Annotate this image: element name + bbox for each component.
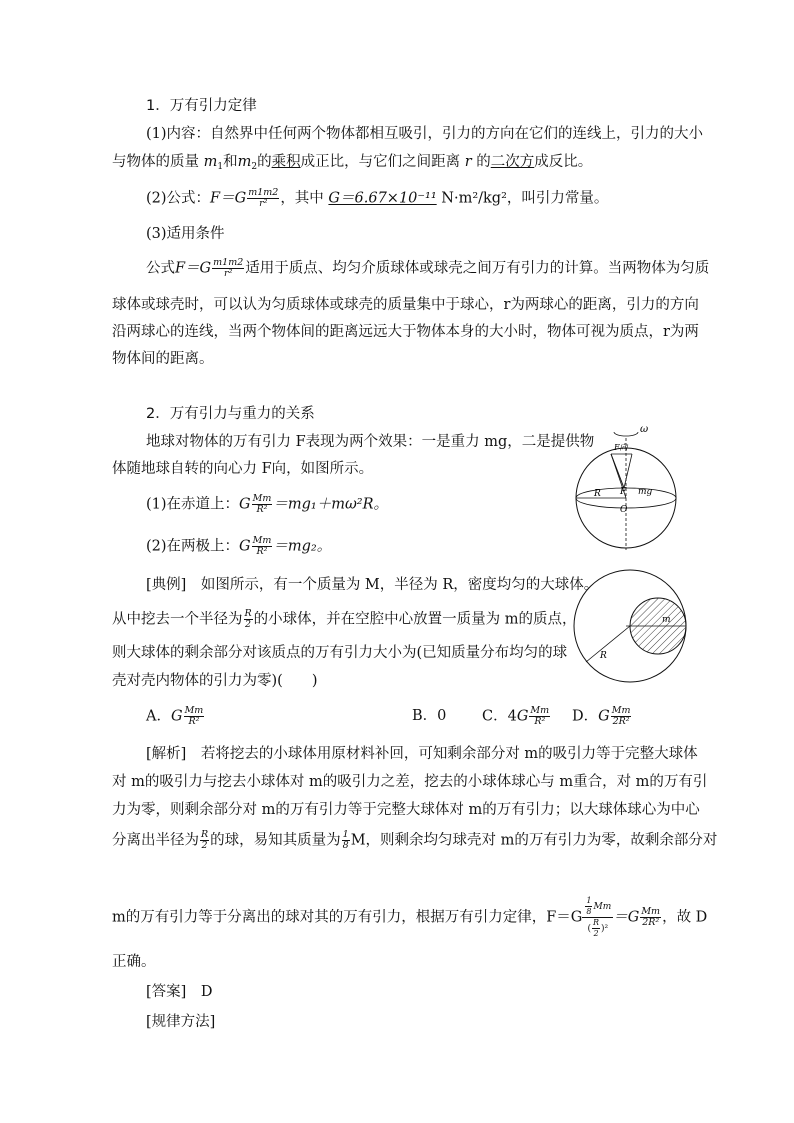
sphere-cavity-figure [570, 566, 690, 686]
m-label: m [662, 615, 671, 625]
product-term: 乘积 [271, 154, 301, 170]
example-line-4: 壳对壳内物体的引力为零)( ) [112, 673, 318, 689]
g-value: G＝6.67×10⁻¹¹ [328, 190, 437, 207]
formula-line: (2)公式：F＝G $\frac{m1m2}{\text{r²}}$ ，其中 G＝6.67×10⁻¹¹ N·m²/kg²，叫引力常量。 [146, 187, 609, 209]
analysis-line-4: 分离出半径为 $\frac{R}{2}$ 的球，易知其质量为 $\frac{1}{8}$ M，则剩余均匀球壳对 m的万有引力为零，故剩余部分对 [112, 829, 718, 851]
option-b: B．0 [412, 708, 447, 724]
analysis-line-6: 正确。 [112, 954, 156, 970]
r-label: R [594, 489, 601, 499]
condition-line-2: 球体或球壳时，可以认为匀质球体或球壳的质量集中于球心，r为两球心的距离，引力的方向 [112, 297, 699, 313]
section-1-title: 1．万有引力定律 [146, 98, 257, 114]
example-line-2: 从中挖去一个半径为 $\frac{R}{2}$ 的小球体，并在空腔中心放置一质量为 m的质点， [112, 608, 577, 630]
option-d: D．G $\frac{Mm}{\text{2R²}}$ [572, 705, 631, 727]
content-line-1: (1)内容：自然界中任何两个物体都相互吸引，引力的方向在它们的连线上，引力的大小 [146, 126, 704, 142]
o-label: O [620, 505, 628, 515]
analysis-line-2: 对 m的吸引力与挖去小球体对 m的吸引力之差，挖去的小球体球心与 m重合，对 m的万有引 [112, 774, 708, 790]
omega-label: ω [640, 424, 649, 435]
f-label: F [620, 487, 627, 497]
method-line: [规律方法] [146, 1014, 216, 1030]
option-c: C．4G $\frac{Mm}{\text{R²}}$ [482, 705, 550, 727]
condition-line-3: 沿两球心的连线，当两个物体间的距离远远大于物体本身的大小时，物体可视为质点，r为两 [112, 324, 699, 340]
example-line-1: [典例] 如图所示，有一个质量为 M，半径为 R，密度均匀的大球体。 [146, 577, 599, 593]
example-line-3: 则大球体的剩余部分对该质点的万有引力大小为(已知质量分布均匀的球 [112, 645, 568, 661]
condition-line-1: 公式F＝G $\frac{m1m2}{\text{r²}}$ 适用于质点、均匀介质球体或球壳之间万有引力的计算。当两物体为匀质 [146, 257, 710, 279]
earth-figure [566, 422, 686, 552]
pole-equation: (2)在两极上：G $\frac{Mm}{\text{R²}}$ ＝mg₂。 [146, 535, 332, 557]
answer-line: [答案] D [146, 984, 213, 1000]
content-line-2: 与物体的质量 $m_1$和$m_2$的乘积成正比，与它们之间距离 r 的二次方成反比。 [112, 154, 593, 172]
section-2-title: 2．万有引力与重力的关系 [146, 406, 315, 422]
analysis-line-3: 力为零，则剩余部分对 m的万有引力等于完整大球体对 m的万有引力；以大球体球心为中心 [112, 802, 700, 818]
analysis-line-1: [解析] 若将挖去的小球体用原材料补回，可知剩余部分对 m的吸引力等于完整大球体 [146, 746, 698, 762]
section-2-line-1: 地球对物体的万有引力 F表现为两个效果：一是重力 mg，二是提供物 [146, 434, 595, 450]
f-xiang-label: F向 [614, 443, 628, 452]
radius-label: R [600, 651, 607, 661]
analysis-line-5: m的万有引力等于分离出的球对其的万有引力，根据万有引力定律，F＝G $\frac{1}{8}$ Mm ( $\frac{R}{2}$ )² ＝G $\frac{Mm}{\text{2R²}}$ ，故 D [112, 896, 708, 938]
inverse-square-term: 二次方 [490, 154, 535, 170]
mg-label: mg [638, 487, 653, 497]
condition-line-4: 物体间的距离。 [112, 351, 214, 367]
section-2-line-2: 体随地球自转的向心力 F向，如图所示。 [112, 461, 374, 477]
option-a: A．G $\frac{Mm}{\text{R²}}$ [146, 705, 204, 727]
equator-equation: (1)在赤道上：G $\frac{Mm}{\text{R²}}$ ＝mg₁＋mω²R。 [146, 493, 389, 515]
condition-title: (3)适用条件 [146, 226, 225, 242]
